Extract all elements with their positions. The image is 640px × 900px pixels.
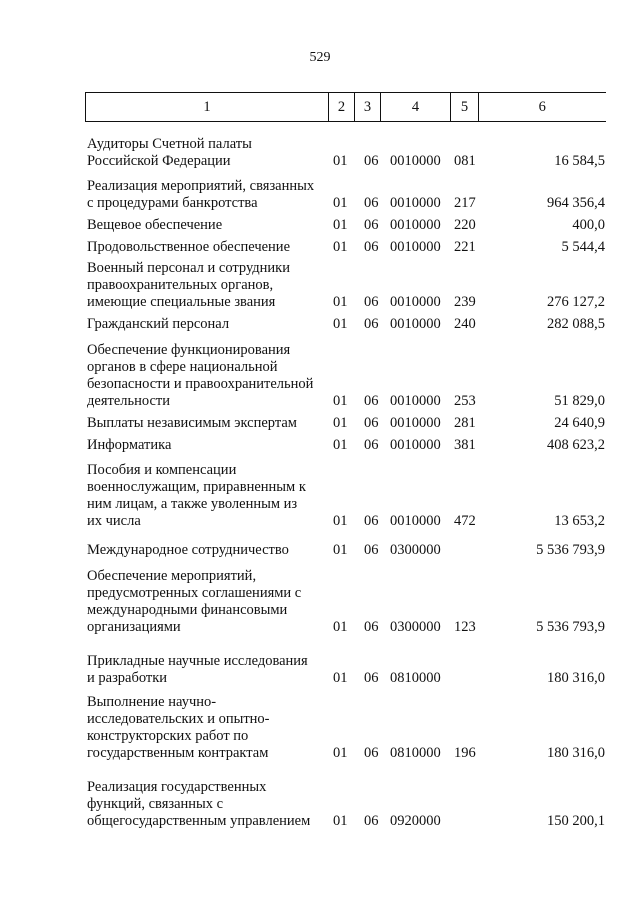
item-name <box>87 779 332 830</box>
item-name-line: исследовательских и опытно- <box>87 711 270 727</box>
target-article-code: 0010000 <box>390 393 441 409</box>
item-name-line: Обеспечение мероприятий, <box>87 568 257 584</box>
expense-type-code: 281 <box>454 415 476 431</box>
section-code: 01 <box>333 316 348 332</box>
expense-type-code: 472 <box>454 513 476 529</box>
target-article-code: 0300000 <box>390 542 441 558</box>
table-row <box>85 653 605 687</box>
item-name-line: Гражданский персонал <box>87 316 230 332</box>
item-name-line: Продовольственное обеспечение <box>87 239 290 255</box>
target-article-code: 0010000 <box>390 239 441 255</box>
amount: 180 316,0 <box>547 745 605 761</box>
amount: 13 653,2 <box>554 513 605 529</box>
table-row <box>85 136 605 170</box>
item-name-line: функций, связанных с <box>87 796 224 812</box>
amount: 5 536 793,9 <box>536 542 605 558</box>
section-code: 01 <box>333 542 348 558</box>
item-name-line: государственным контрактам <box>87 745 269 761</box>
subsection-code: 06 <box>364 217 379 233</box>
item-name <box>87 178 332 212</box>
section-code: 01 <box>333 745 348 761</box>
amount: 282 088,5 <box>547 316 605 332</box>
item-name-line: конструкторских работ по <box>87 728 249 744</box>
subsection-code: 06 <box>364 415 379 431</box>
item-name-line: Вещевое обеспечение <box>87 217 223 233</box>
subsection-code: 06 <box>364 393 379 409</box>
section-code: 01 <box>333 437 348 453</box>
table-row <box>85 542 605 559</box>
item-name-line: органов в сфере национальной <box>87 359 278 375</box>
item-name-line: общегосударственным управлением <box>87 813 311 829</box>
expense-type-code: 253 <box>454 393 476 409</box>
table-row <box>85 462 605 530</box>
item-name <box>87 437 332 454</box>
column-header-3: 3 <box>355 93 381 122</box>
column-header-table <box>85 92 606 122</box>
expense-type-code: 196 <box>454 745 476 761</box>
table-row <box>85 568 605 636</box>
item-name-line: Обеспечение функционирования <box>87 342 291 358</box>
expense-type-code: 123 <box>454 619 476 635</box>
item-name <box>87 316 332 333</box>
subsection-code: 06 <box>364 513 379 529</box>
amount: 5 536 793,9 <box>536 619 605 635</box>
subsection-code: 06 <box>364 670 379 686</box>
item-name-line: их числа <box>87 513 141 529</box>
column-header-row <box>86 93 606 122</box>
target-article-code: 0810000 <box>390 670 441 686</box>
column-header-5: 5 <box>451 93 479 122</box>
amount: 180 316,0 <box>547 670 605 686</box>
expense-type-code: 220 <box>454 217 476 233</box>
item-name <box>87 260 332 311</box>
amount: 276 127,2 <box>547 294 605 310</box>
item-name-line: Реализация государственных <box>87 779 267 795</box>
column-header-1: 1 <box>86 93 329 122</box>
table-row <box>85 260 605 311</box>
column-header-4: 4 <box>381 93 451 122</box>
amount: 16 584,5 <box>554 153 605 169</box>
item-name-line: Международное сотрудничество <box>87 542 289 558</box>
amount: 964 356,4 <box>547 195 605 211</box>
section-code: 01 <box>333 513 348 529</box>
item-name <box>87 415 332 432</box>
target-article-code: 0010000 <box>390 294 441 310</box>
item-name <box>87 136 332 170</box>
item-name-line: Выплаты независимым экспертам <box>87 415 297 431</box>
item-name-line: Военный персонал и сотрудники <box>87 260 290 276</box>
section-code: 01 <box>333 294 348 310</box>
item-name-line: Выполнение научно- <box>87 694 217 710</box>
subsection-code: 06 <box>364 813 379 829</box>
target-article-code: 0010000 <box>390 153 441 169</box>
expense-type-code: 217 <box>454 195 476 211</box>
item-name <box>87 462 332 530</box>
target-article-code: 0010000 <box>390 195 441 211</box>
table-row <box>85 316 605 333</box>
target-article-code: 0010000 <box>390 316 441 332</box>
expense-type-code: 240 <box>454 316 476 332</box>
section-code: 01 <box>333 195 348 211</box>
page-number: 529 <box>309 50 331 65</box>
subsection-code: 06 <box>364 542 379 558</box>
item-name <box>87 542 332 559</box>
item-name-line: имеющие специальные звания <box>87 294 276 310</box>
item-name-line: и разработки <box>87 670 168 686</box>
section-code: 01 <box>333 239 348 255</box>
item-name-line: военнослужащим, приравненным к <box>87 479 306 495</box>
item-name <box>87 694 332 762</box>
section-code: 01 <box>333 415 348 431</box>
table-row <box>85 694 605 762</box>
item-name <box>87 653 332 687</box>
item-name-line: Реализация мероприятий, связанных <box>87 178 315 194</box>
expense-type-code: 381 <box>454 437 476 453</box>
item-name-line: с процедурами банкротства <box>87 195 258 211</box>
section-code: 01 <box>333 217 348 233</box>
subsection-code: 06 <box>364 294 379 310</box>
target-article-code: 0810000 <box>390 745 441 761</box>
column-header-2: 2 <box>329 93 355 122</box>
table-row <box>85 437 605 454</box>
item-name <box>87 342 332 410</box>
expense-type-code: 221 <box>454 239 476 255</box>
amount: 51 829,0 <box>554 393 605 409</box>
target-article-code: 0010000 <box>390 217 441 233</box>
table-row <box>85 217 605 234</box>
amount: 150 200,1 <box>547 813 605 829</box>
item-name-line: организациями <box>87 619 181 635</box>
amount: 24 640,9 <box>554 415 605 431</box>
item-name-line: Пособия и компенсации <box>87 462 237 478</box>
column-header-6: 6 <box>479 93 606 122</box>
item-name-line: безопасности и правоохранительной <box>87 376 314 392</box>
section-code: 01 <box>333 393 348 409</box>
target-article-code: 0010000 <box>390 437 441 453</box>
section-code: 01 <box>333 670 348 686</box>
item-name-line: деятельности <box>87 393 171 409</box>
target-article-code: 0010000 <box>390 513 441 529</box>
item-name-line: Российской Федерации <box>87 153 231 169</box>
target-article-code: 0920000 <box>390 813 441 829</box>
section-code: 01 <box>333 153 348 169</box>
item-name-line: Прикладные научные исследования <box>87 653 308 669</box>
item-name <box>87 568 332 636</box>
subsection-code: 06 <box>364 195 379 211</box>
section-code: 01 <box>333 619 348 635</box>
target-article-code: 0010000 <box>390 415 441 431</box>
subsection-code: 06 <box>364 316 379 332</box>
subsection-code: 06 <box>364 619 379 635</box>
item-name <box>87 217 332 234</box>
subsection-code: 06 <box>364 153 379 169</box>
item-name <box>87 239 332 256</box>
subsection-code: 06 <box>364 239 379 255</box>
amount: 408 623,2 <box>547 437 605 453</box>
expense-type-code: 239 <box>454 294 476 310</box>
item-name-line: ним лицам, а также уволенным из <box>87 496 298 512</box>
table-row <box>85 342 605 410</box>
target-article-code: 0300000 <box>390 619 441 635</box>
table-row <box>85 415 605 432</box>
item-name-line: Информатика <box>87 437 172 453</box>
table-row <box>85 178 605 212</box>
table-row <box>85 239 605 256</box>
amount: 400,0 <box>572 217 605 233</box>
expense-type-code: 081 <box>454 153 476 169</box>
subsection-code: 06 <box>364 437 379 453</box>
amount: 5 544,4 <box>561 239 605 255</box>
table-row <box>85 779 605 830</box>
item-name-line: правоохранительных органов, <box>87 277 274 293</box>
subsection-code: 06 <box>364 745 379 761</box>
item-name-line: Аудиторы Счетной палаты <box>87 136 252 152</box>
section-code: 01 <box>333 813 348 829</box>
item-name-line: предусмотренных соглашениями с <box>87 585 302 601</box>
item-name-line: международными финансовыми <box>87 602 288 618</box>
